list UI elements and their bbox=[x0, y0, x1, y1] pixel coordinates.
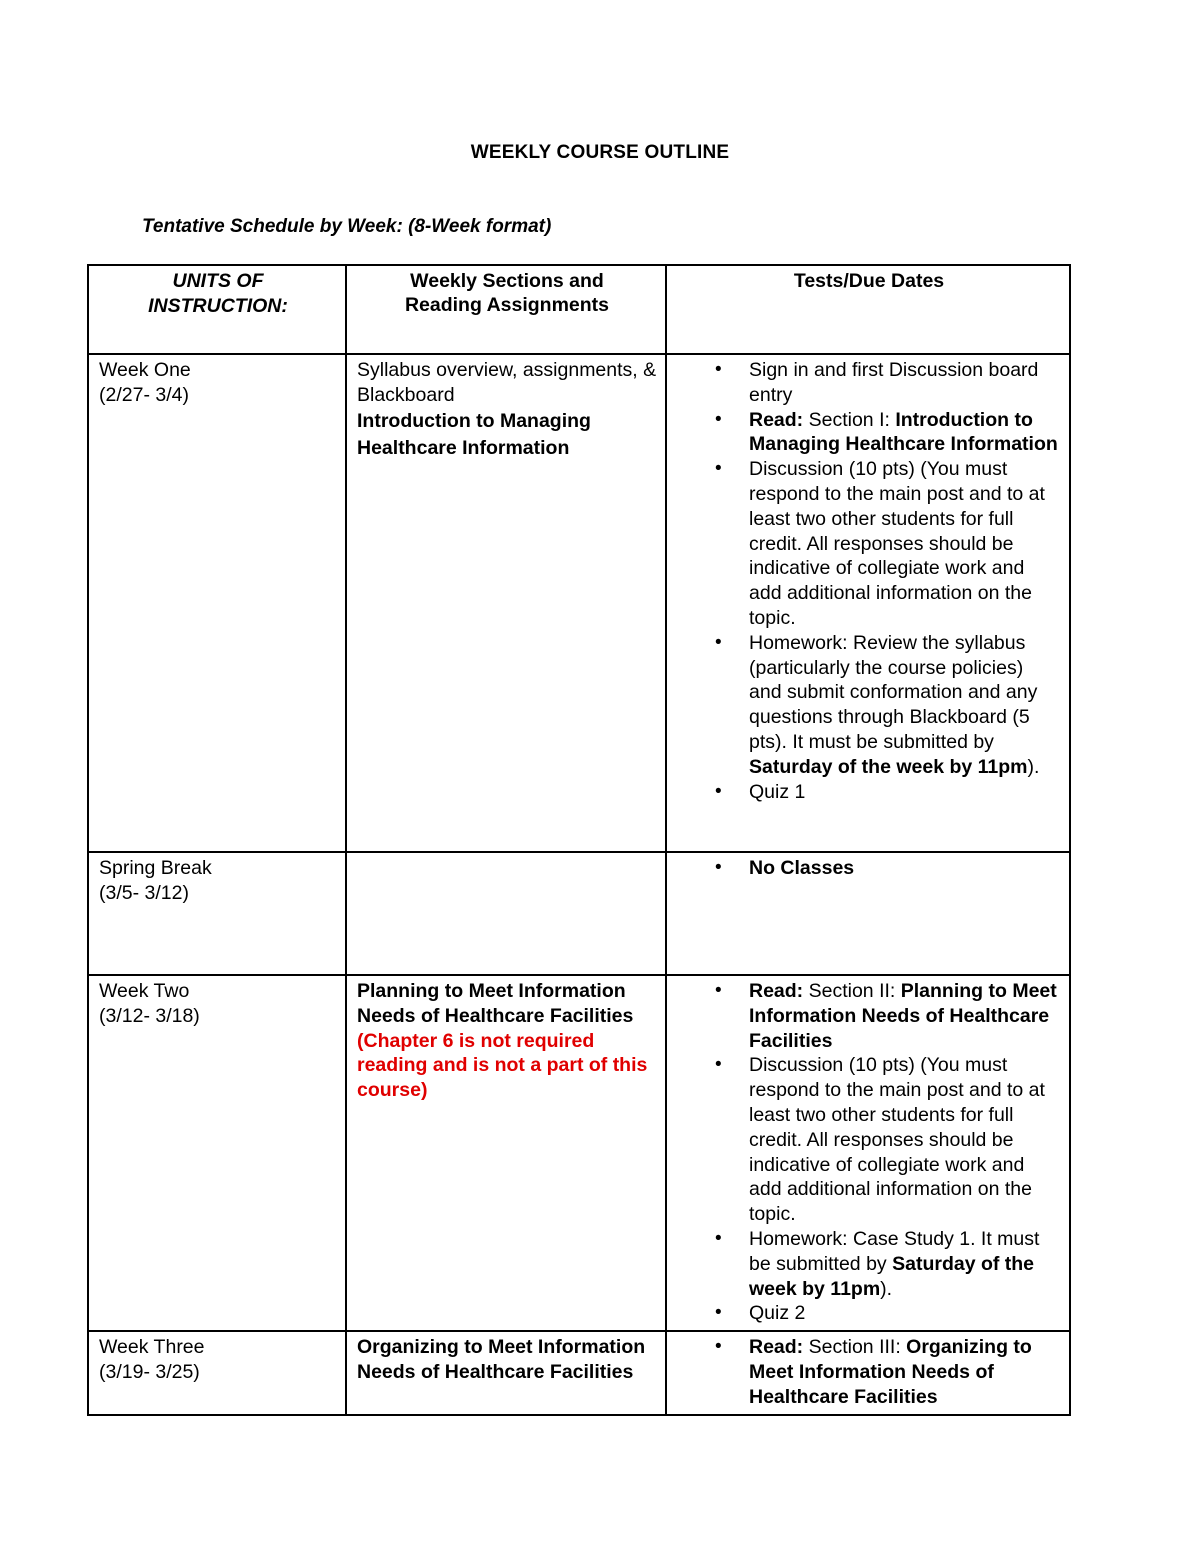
list-item bbox=[749, 979, 1061, 1053]
task-label: Read: bbox=[749, 1336, 804, 1359]
task-text: Quiz 1 bbox=[749, 780, 806, 803]
task-deadline: Saturday of the week by 11pm bbox=[749, 1252, 1035, 1300]
task-label: Read: bbox=[749, 408, 804, 431]
task-text: Homework: Review the syllabus (particularly the course policies) and submit conformation and any questions through Blackboard (5 pts). It must be submitted by bbox=[749, 631, 1038, 753]
task-text: Sign in and first Discussion board entry bbox=[749, 359, 1039, 406]
section-cell bbox=[346, 1331, 666, 1414]
section-text: Syllabus overview, assignments, & Blackboard bbox=[357, 359, 657, 406]
unit-cell bbox=[88, 852, 346, 975]
task-text: Section II: bbox=[803, 980, 901, 1002]
week-dates: (3/5- 3/12) bbox=[99, 881, 189, 904]
header-sections-line1: Weekly Sections and bbox=[410, 270, 604, 292]
task-title: Introduction to Managing Healthcare Information bbox=[749, 408, 1058, 456]
list-item bbox=[749, 1227, 1061, 1301]
task-text: Homework: Case Study 1. It must be submitted by bbox=[749, 1227, 1040, 1275]
task-title: Planning to Meet Information Needs of Healthcare Facilities bbox=[749, 980, 1057, 1052]
task-text: Section I: bbox=[803, 408, 896, 431]
unit-cell bbox=[88, 975, 346, 1331]
table-row bbox=[88, 975, 1070, 1331]
week-dates: (2/27- 3/4) bbox=[99, 383, 189, 406]
list-item bbox=[749, 358, 1061, 408]
task-text: Section III: bbox=[803, 1336, 907, 1359]
task-list bbox=[677, 856, 1061, 881]
header-units-line2: INSTRUCTION: bbox=[148, 294, 288, 317]
task-text: Discussion (10 pts) (You must respond to the main post and to at least two other students for full credit. All responses should be indicative of collegiate work and add additional information on the topic. bbox=[749, 458, 1045, 629]
section-note: (Chapter 6 is not required reading and is not a part of this course) bbox=[357, 1029, 648, 1102]
task-text: Quiz 2 bbox=[749, 1302, 806, 1325]
schedule-subtitle: Tentative Schedule by Week: (8-Week format) bbox=[142, 216, 552, 237]
list-item bbox=[749, 856, 1061, 881]
task-text: No Classes bbox=[749, 857, 855, 879]
week-label: Spring Break bbox=[99, 857, 212, 879]
section-title: Introduction to Managing Healthcare Information bbox=[357, 409, 591, 459]
task-list bbox=[677, 1335, 1061, 1409]
task-title: Organizing to Meet Information Needs of Healthcare Facilities bbox=[749, 1336, 1032, 1408]
section-title: Planning to Meet Information Needs of Healthcare Facilities bbox=[357, 980, 634, 1027]
task-list bbox=[677, 979, 1061, 1326]
course-outline-table bbox=[87, 264, 1071, 1416]
header-sections bbox=[346, 265, 666, 354]
task-text: Discussion (10 pts) (You must respond to the main post and to at least two other students for full credit. All responses should be indicative of collegiate work and add additional information on the topic. bbox=[749, 1054, 1045, 1226]
unit-cell bbox=[88, 354, 346, 852]
section-cell bbox=[346, 354, 666, 852]
list-item bbox=[749, 631, 1061, 780]
task-label: Read: bbox=[749, 980, 804, 1002]
tasks-cell bbox=[666, 975, 1070, 1331]
list-item bbox=[749, 1053, 1061, 1227]
section-cell bbox=[346, 852, 666, 975]
section-title: Organizing to Meet Information Needs of Healthcare Facilities bbox=[357, 1336, 646, 1383]
week-label: Week One bbox=[99, 359, 191, 381]
list-item bbox=[749, 1335, 1061, 1409]
tasks-cell bbox=[666, 1331, 1070, 1414]
task-list bbox=[677, 358, 1061, 804]
header-tests: Tests/Due Dates bbox=[666, 265, 1070, 354]
header-units bbox=[88, 265, 346, 354]
task-text-end: ). bbox=[1027, 755, 1040, 778]
header-units-line1: UNITS OF bbox=[172, 270, 264, 292]
week-label: Week Three bbox=[99, 1336, 205, 1359]
list-item bbox=[749, 408, 1061, 458]
unit-cell bbox=[88, 1331, 346, 1414]
table-row bbox=[88, 852, 1070, 975]
week-dates: (3/19- 3/25) bbox=[99, 1360, 200, 1383]
page-title: WEEKLY COURSE OUTLINE bbox=[470, 142, 730, 163]
week-label: Week Two bbox=[99, 980, 190, 1002]
table-header-row bbox=[88, 265, 1070, 354]
task-deadline: Saturday of the week by 11pm bbox=[749, 755, 1028, 778]
tasks-cell bbox=[666, 354, 1070, 852]
table-row bbox=[88, 354, 1070, 852]
week-dates: (3/12- 3/18) bbox=[99, 1004, 200, 1027]
table-row bbox=[88, 1331, 1070, 1414]
list-item bbox=[749, 457, 1061, 631]
section-cell bbox=[346, 975, 666, 1331]
tasks-cell bbox=[666, 852, 1070, 975]
task-text-end: ). bbox=[880, 1277, 893, 1300]
list-item bbox=[749, 780, 1061, 805]
list-item bbox=[749, 1301, 1061, 1326]
header-sections-line2: Reading Assignments bbox=[404, 294, 610, 316]
